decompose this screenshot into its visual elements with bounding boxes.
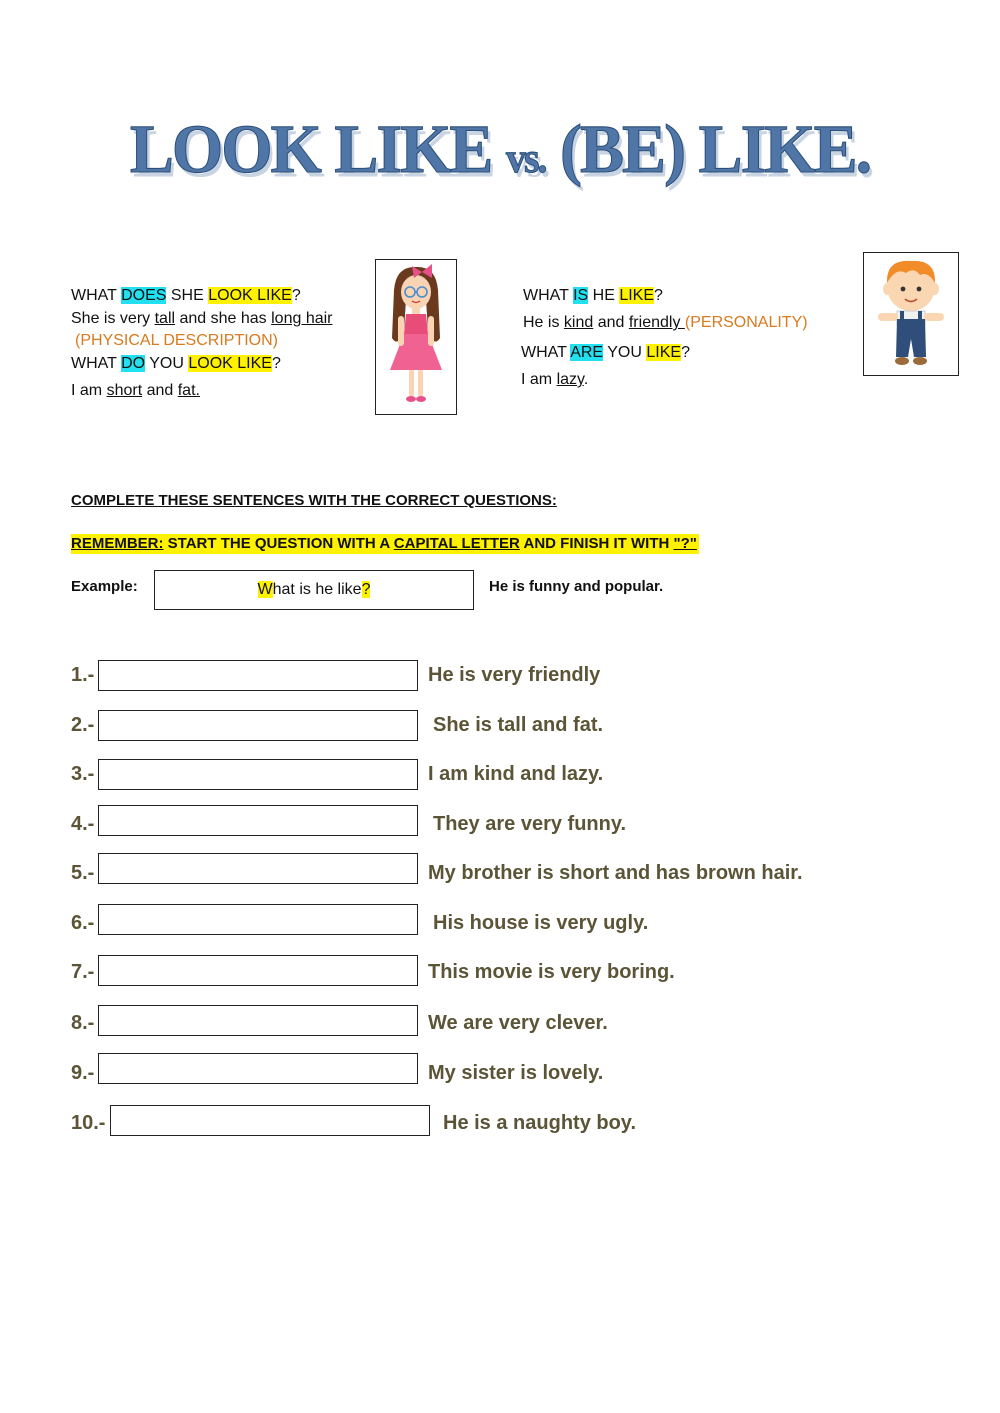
- answer-input-9[interactable]: [98, 1053, 418, 1084]
- answer-input-5[interactable]: [98, 853, 418, 884]
- boy-icon: [864, 253, 958, 375]
- answer-input-4[interactable]: [98, 805, 418, 836]
- exercise-sentence: She is tall and fat.: [433, 714, 604, 736]
- exercise-number: 10.-: [71, 1112, 106, 1134]
- girl-icon: [376, 260, 456, 414]
- instruction-remember: REMEMBER: START THE QUESTION WITH A CAPITAL LETTER AND FINISH IT WITH "?": [71, 535, 697, 552]
- exercise-sentence: He is very friendly: [428, 664, 601, 686]
- exercise-number: 9.-: [71, 1062, 95, 1084]
- exercise-number: 4.-: [71, 813, 95, 835]
- question-look-like-she: WHAT DOES SHE LOOK LIKE?: [71, 287, 301, 304]
- exercise-number: 1.-: [71, 664, 95, 686]
- question-look-like-you: WHAT DO YOU LOOK LIKE?: [71, 355, 281, 372]
- sentence-kind-friendly: He is kind and friendly (PERSONALITY): [523, 314, 808, 331]
- answer-input-2[interactable]: [98, 710, 418, 741]
- exercise-sentence: We are very clever.: [428, 1012, 608, 1034]
- girl-illustration: [375, 259, 457, 415]
- exercise-sentence: My sister is lovely.: [428, 1062, 604, 1084]
- boy-illustration: [863, 252, 959, 376]
- exercise-number: 3.-: [71, 763, 95, 785]
- exercise-sentence: This movie is very boring.: [428, 961, 675, 983]
- exercise-sentence: They are very funny.: [433, 813, 627, 835]
- exercise-number: 6.-: [71, 912, 95, 934]
- question-are-you-like: WHAT ARE YOU LIKE?: [521, 344, 690, 361]
- exercise-number: 7.-: [71, 961, 95, 983]
- answer-input-6[interactable]: [98, 904, 418, 935]
- example-label: Example:: [71, 578, 138, 595]
- answer-input-8[interactable]: [98, 1005, 418, 1036]
- exercise-sentence: His house is very ugly.: [433, 912, 649, 934]
- page-title: LOOK LIKE vs. (BE) LIKE.: [129, 111, 871, 188]
- example-answer-box: What is he like?: [154, 570, 474, 610]
- answer-input-7[interactable]: [98, 955, 418, 986]
- example-sentence: He is funny and popular.: [489, 578, 664, 595]
- question-is-he-like: WHAT IS HE LIKE?: [523, 287, 663, 304]
- exercise-number: 2.-: [71, 714, 95, 736]
- exercise-sentence: My brother is short and has brown hair.: [428, 862, 803, 884]
- sentence-short-fat: I am short and fat.: [71, 382, 200, 399]
- physical-description-label: (PHYSICAL DESCRIPTION): [75, 332, 278, 349]
- sentence-lazy: I am lazy.: [521, 371, 589, 388]
- instruction-complete: COMPLETE THESE SENTENCES WITH THE CORRECT QUESTIONS:: [71, 492, 557, 509]
- exercise-number: 5.-: [71, 862, 95, 884]
- sentence-she-tall: She is very tall and she has long hair: [71, 310, 333, 327]
- answer-input-3[interactable]: [98, 759, 418, 790]
- exercise-sentence: He is a naughty boy.: [443, 1112, 636, 1134]
- answer-input-10[interactable]: [110, 1105, 430, 1136]
- exercise-number: 8.-: [71, 1012, 95, 1034]
- answer-input-1[interactable]: [98, 660, 418, 691]
- exercise-sentence: I am kind and lazy.: [428, 763, 604, 785]
